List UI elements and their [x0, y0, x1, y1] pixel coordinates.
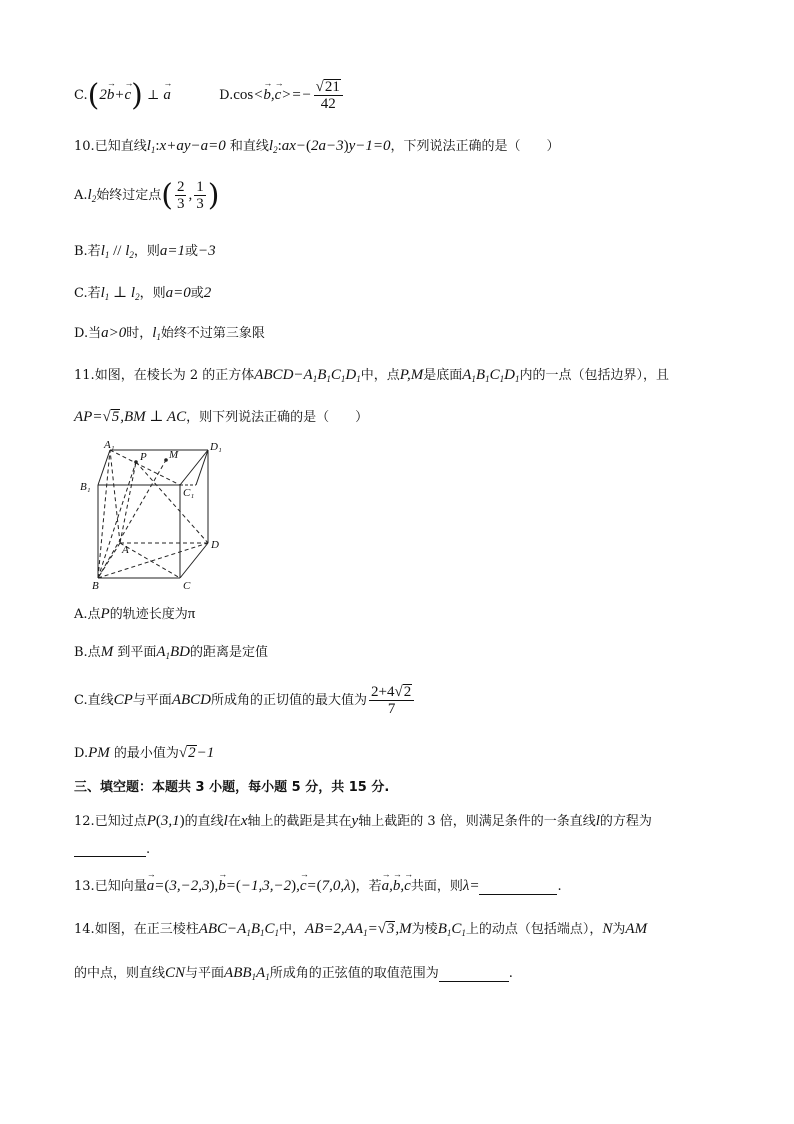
- q12-answer-line: .: [74, 842, 150, 857]
- q13-text: 13.已知向量→ a=(3,−2,3),→ b=(−1,3,−2),→ c=(7,0,λ)，若→ a,→ b,→ c共面，则λ= .: [74, 875, 562, 895]
- q9-options-cd: C.(2→ b+→ c) ⊥ → a D.cos<→ b,→ c>=− $\frac{√21}{42}$: [74, 78, 345, 113]
- q11-option-c: C.直线CP与平面ABCD所成角的正切值的最大值为 $\frac{2+4√2}{7}$: [74, 684, 416, 717]
- q11-stem-line1: 11.如图，在棱长为 2 的正方体$ABCD-A_1B_1C_1D_1$中，点P,M是底面$A_1B_1C_1D_1$内的一点（包括边界），且: [74, 367, 669, 384]
- q10-stem: 10.已知直线$l_1:x+ay-a=0$ 和直线$l_2:ax-(2a-3)y-1=0$，下列说法正确的是（ ）: [74, 138, 560, 155]
- q11-option-a: A.点P的轨迹长度为π: [74, 606, 196, 622]
- label-B1: B₁: [80, 481, 91, 493]
- section-3-title: 三、填空题：本题共 3 小题，每小题 5 分，共 15 分.: [74, 780, 390, 795]
- q9-optD-fraction: $\frac{√21}{42}$: [314, 79, 343, 112]
- label-D1: D₁: [210, 441, 222, 453]
- q11-stem-line2: AP=√5,BM ⊥ AC，则下列说法正确的是（ ）: [74, 409, 369, 425]
- label-B: B: [92, 580, 99, 590]
- q9-optC-math: (2→ b+→ c): [88, 87, 143, 103]
- q10-option-a: $A.l_2$始终过定点( $\frac{2}{3}$ , $\frac{1}{3}$ ): [74, 178, 220, 213]
- label-M: M: [169, 449, 179, 461]
- label-D: D: [211, 539, 219, 551]
- q11-option-b: B.点M 到平面$A_1BD$的距离是定值: [74, 644, 269, 661]
- label-A1: A₁: [104, 440, 115, 451]
- cube-figure: [80, 440, 230, 590]
- q14-blank[interactable]: [439, 969, 509, 982]
- q13-blank[interactable]: [479, 882, 557, 895]
- q11-option-d: D.PM 的最小值为√2−1: [74, 745, 215, 761]
- q14-text-line2: 的中点，则直线CN与平面$ABB_1A_1$所成角的正弦值的取值范围为 .: [74, 965, 513, 982]
- label-A: A: [122, 544, 129, 556]
- q10-option-d: D.当a>0时，$l_1$始终不过第三象限: [74, 325, 265, 342]
- q10-option-c: C.若$l_1$ ⊥ $l_2$，则a=0或2: [74, 285, 212, 302]
- q12-text: 12.已知过点P(3,1)的直线l在x轴上的截距是其在y轴上截距的 3 倍，则满足条件的一条直线l的方程为: [74, 813, 652, 829]
- label-C1: C₁: [183, 487, 195, 499]
- label-C: C: [183, 580, 191, 590]
- q12-blank[interactable]: [74, 844, 146, 857]
- q14-text-line1: 14.如图，在正三棱柱$ABC-A_1B_1C_1$中，$AB=2,AA_1=√3,M$为棱$B_1C_1$上的动点（包括端点），N为AM: [74, 921, 648, 938]
- label-P: P: [140, 451, 147, 463]
- q10-option-b: B.若$l_1 // l_2$，则a=1或−3: [74, 243, 216, 260]
